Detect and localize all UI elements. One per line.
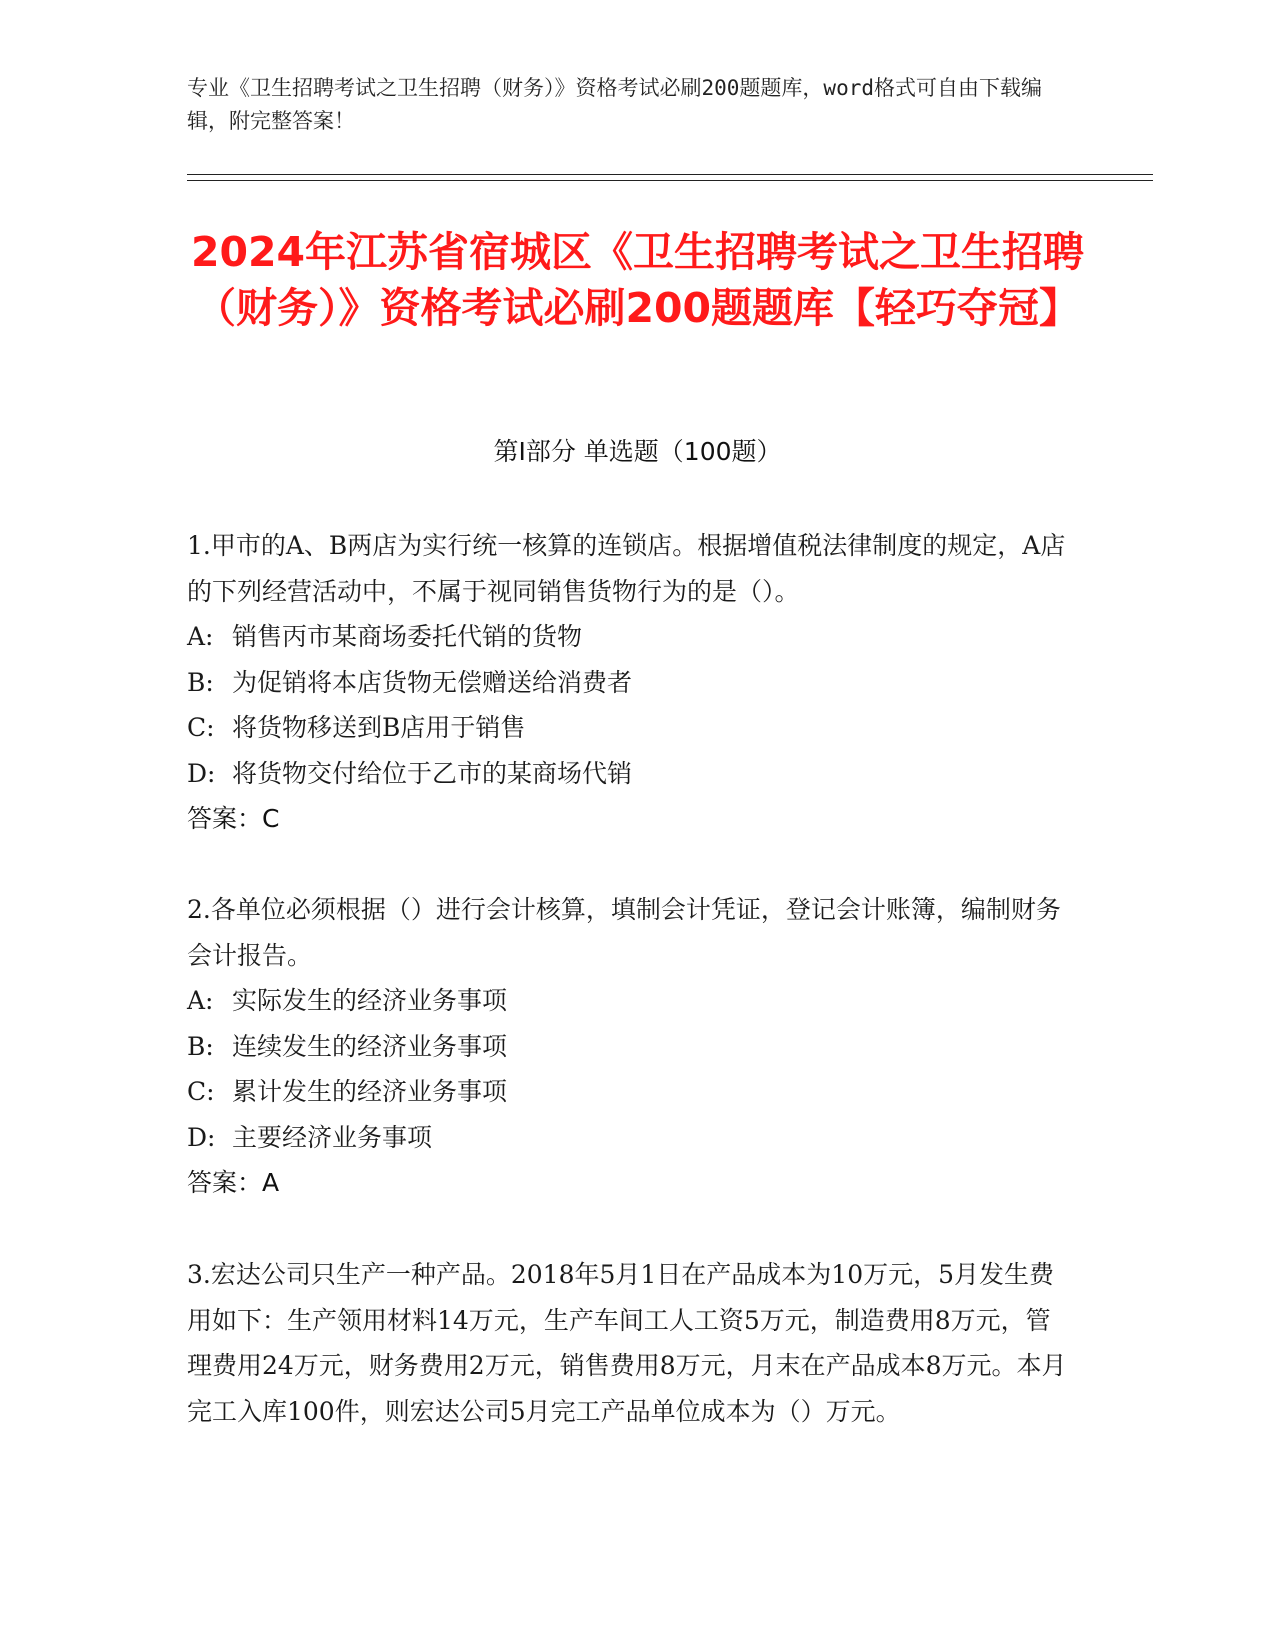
option-key: A: xyxy=(187,622,214,651)
option-key: C: xyxy=(187,713,215,742)
option-text: 将货物移送到B店用于销售 xyxy=(232,713,526,742)
option-key: B: xyxy=(187,1031,214,1061)
option-text: 为促销将本店货物无偿赠送给消费者 xyxy=(232,667,633,697)
option-d xyxy=(187,1115,1067,1161)
header-divider-bottom xyxy=(187,180,1153,181)
option-a xyxy=(187,614,1067,660)
option-text: 累计发生的经济业务事项 xyxy=(232,1077,508,1106)
answer: 答案：C xyxy=(187,804,280,833)
option-b xyxy=(187,660,1067,706)
question-stem: 2.各单位必须根据（）进行会计核算，填制会计凭证，登记会计账簿，编制财务会计报告。 xyxy=(187,895,1061,970)
question-3 xyxy=(187,1252,1067,1434)
option-b xyxy=(187,1024,1067,1070)
option-text: 实际发生的经济业务事项 xyxy=(232,986,508,1015)
answer: 答案：A xyxy=(187,1168,280,1197)
option-key: A: xyxy=(187,986,214,1015)
option-text: 将货物交付给位于乙市的某商场代销 xyxy=(232,758,633,788)
question-stem: 3.宏达公司只生产一种产品。2018年5月1日在产品成本为10万元，5月发生费用如下：生产领用材料14万元，生产车间工人工资5万元，制造费用8万元，管理费用24万元，财务费用2万元，销售费用8万元，月末在产品成本8万元。本月完工入库100件，则宏达公司5月完工产品单位成本为（）万元。 xyxy=(187,1260,1067,1426)
option-text: 销售丙市某商场委托代销的货物 xyxy=(232,622,583,651)
option-text: 主要经济业务事项 xyxy=(232,1122,433,1152)
header-divider-top xyxy=(187,174,1153,175)
question-2 xyxy=(187,887,1067,1206)
document-title: 2024年江苏省宿城区《卫生招聘考试之卫生招聘（财务）》资格考试必刷200题题库【轻巧夺冠】 xyxy=(190,228,1085,332)
header-note: 专业《卫生招聘考试之卫生招聘（财务）》资格考试必刷200题题库，word格式可自由下载编辑，附完整答案！ xyxy=(187,76,1042,133)
option-a xyxy=(187,978,1067,1024)
option-c xyxy=(187,1069,1067,1115)
option-text: 连续发生的经济业务事项 xyxy=(232,1031,508,1061)
option-key: D: xyxy=(187,758,216,788)
question-1 xyxy=(187,523,1067,842)
option-key: D: xyxy=(187,1122,216,1152)
question-stem: 1.甲市的A、B两店为实行统一核算的连锁店。根据增值税法律制度的规定，A店的下列经营活动中，不属于视同销售货物行为的是（）。 xyxy=(187,531,1066,606)
option-d xyxy=(187,751,1067,797)
option-c xyxy=(187,705,1067,751)
option-key: C: xyxy=(187,1077,215,1106)
option-key: B: xyxy=(187,667,214,697)
section-title: 第Ⅰ部分 单选题（100题） xyxy=(493,437,782,466)
